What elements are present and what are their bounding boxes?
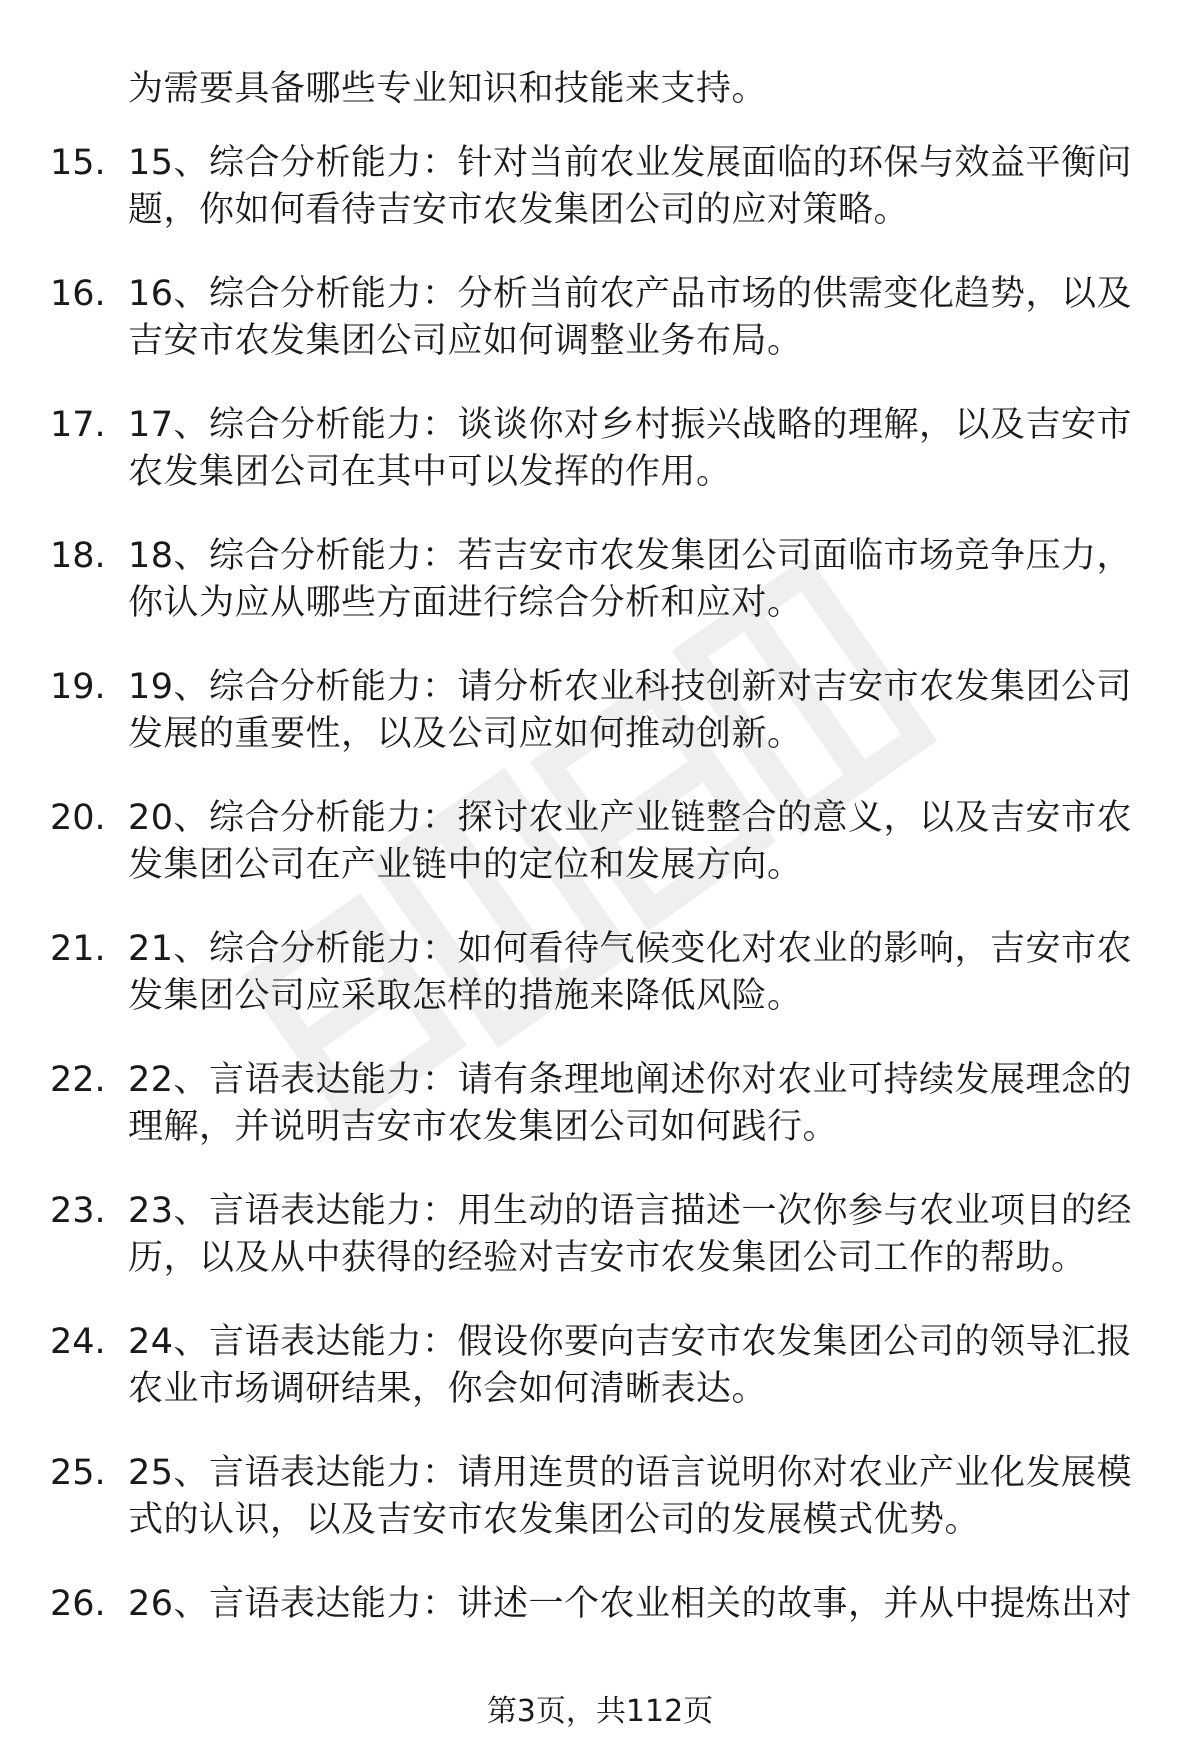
list-item	[0, 1188, 1200, 1319]
item-text: 16、综合分析能力：分析当前农产品市场的供需变化趋势，以及吉安市农发集团公司应如何调整业务布局。	[128, 274, 1133, 361]
page-footer: 第3页，共112页	[486, 1694, 714, 1729]
item-number: 24.	[50, 1322, 106, 1362]
item-text: 20、综合分析能力：探讨农业产业链整合的意义，以及吉安市农发集团公司在产业链中的定位和发展方向。	[128, 798, 1133, 885]
continuation-text: 为需要具备哪些专业知识和技能来支持。	[128, 69, 768, 109]
item-number: 25.	[50, 1453, 106, 1493]
item-text: 24、言语表达能力：假设你要向吉安市农发集团公司的领导汇报农业市场调研结果，你会如何清晰表达。	[128, 1322, 1133, 1409]
item-text: 23、言语表达能力：用生动的语言描述一次你参与农业项目的经历，以及从中获得的经验对吉安市农发集团公司工作的帮助。	[128, 1191, 1133, 1278]
item-number: 23.	[50, 1191, 106, 1231]
item-number: 21.	[50, 929, 106, 969]
list-item	[0, 533, 1200, 664]
item-number: 19.	[50, 667, 106, 707]
item-number: 26.	[50, 1584, 106, 1624]
list-item	[0, 271, 1200, 402]
list-item	[0, 1319, 1200, 1450]
list-item	[0, 402, 1200, 533]
list-item	[0, 926, 1200, 1057]
list-item	[0, 1057, 1200, 1188]
item-number: 22.	[50, 1060, 106, 1100]
item-number: 18.	[50, 536, 106, 576]
list-item	[0, 140, 1200, 271]
item-text: 26、言语表达能力：讲述一个农业相关的故事，并从中提炼出对	[128, 1584, 1133, 1624]
item-text: 18、综合分析能力：若吉安市农发集团公司面临市场竞争压力，你认为应从哪些方面进行综合分析和应对。	[128, 536, 1133, 623]
item-text: 25、言语表达能力：请用连贯的语言说明你对农业产业化发展模式的认识，以及吉安市农发集团公司的发展模式优势。	[128, 1453, 1133, 1540]
question-list	[0, 140, 1200, 1712]
item-text: 21、综合分析能力：如何看待气候变化对农业的影响，吉安市农发集团公司应采取怎样的措施来降低风险。	[128, 929, 1133, 1016]
item-text: 15、综合分析能力：针对当前农业发展面临的环保与效益平衡问题，你如何看待吉安市农发集团公司的应对策略。	[128, 143, 1133, 230]
item-number: 15.	[50, 143, 106, 183]
list-item	[0, 795, 1200, 926]
list-item	[0, 664, 1200, 795]
item-number: 20.	[50, 798, 106, 838]
item-text: 19、综合分析能力：请分析农业科技创新对吉安市农发集团公司发展的重要性，以及公司应如何推动创新。	[128, 667, 1133, 754]
list-item	[0, 1450, 1200, 1581]
item-number: 16.	[50, 274, 106, 314]
item-text: 17、综合分析能力：谈谈你对乡村振兴战略的理解，以及吉安市农发集团公司在其中可以发挥的作用。	[128, 405, 1133, 492]
item-number: 17.	[50, 405, 106, 445]
item-text: 22、言语表达能力：请有条理地阐述你对农业可持续发展理念的理解，并说明吉安市农发集团公司如何践行。	[128, 1060, 1133, 1147]
